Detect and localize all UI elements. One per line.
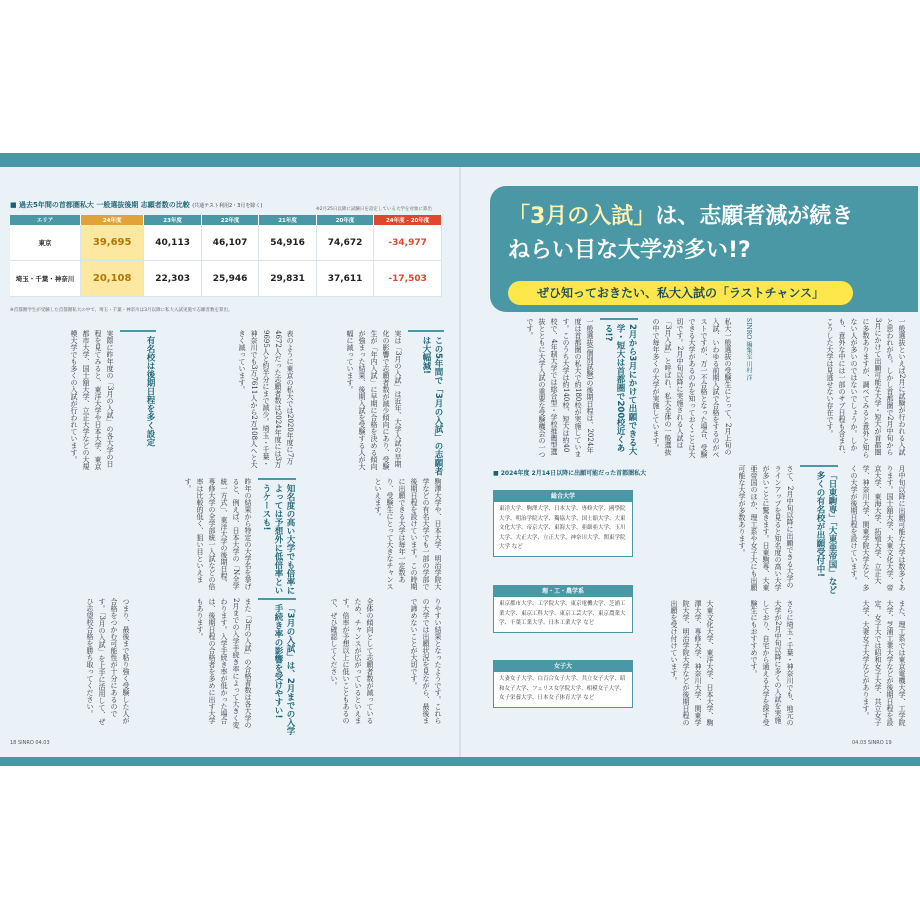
table-footnote: ※首都圏学生が受験した首都圏私大の中で、埼玉・千葉・神奈川は3月以降に私大入試実施で志願者数を算出。 xyxy=(10,308,233,313)
cell-diff: -34,977 xyxy=(374,225,442,261)
paragraph: 私大一般選抜の受験生にとって、2月上旬の入試、いわゆる前期入試で合格をするのがベストですが、万一不合格となった場合、受験できる大学があるのかを知っておくことは大切です。2月中旬以降に実施される入試は「3月入試」と呼ばれ、私大全体の一般選抜の中で毎年多くの大学が実施しています。 xyxy=(652,318,732,458)
cell-value: 29,831 xyxy=(259,261,316,297)
page-fold xyxy=(459,167,461,757)
cell-value: 25,946 xyxy=(201,261,258,297)
subheadline: ぜひ知っておきたい、私大入試の「ラストチャンス」 xyxy=(508,281,853,305)
paragraph: また、理工系では東京電機大学、工学院大学、芝浦工業大学などが後期日程を設定。女子大では昭和女子大学、共立女子大学、大妻女子大学などがあります。 xyxy=(862,600,906,726)
top-band xyxy=(0,153,920,167)
paragraph: 表のように東京の私大では2020年度に7万4672人だった志願者数は2024年度には3万9695人と約半分にまで減少。埼玉・千葉・神奈川でも3万7611人から2万108人へと大きく減っています。 xyxy=(238,330,294,469)
page-number-right: 04.03 SINRO 19 xyxy=(852,740,892,746)
cell-value: 37,611 xyxy=(316,261,373,297)
cell-value: 74,672 xyxy=(316,225,373,261)
cell-value: 20,108 xyxy=(81,261,144,297)
table-row xyxy=(10,261,442,297)
heading-famous-schools: 有名校は後期日程を多く設定 xyxy=(120,330,156,476)
header-2022: 22年度 xyxy=(201,215,258,225)
paragraph: 実際に昨年度の「3月の入試」の各大学の日程を見てみると、東洋大学や日本大学、東京都市大学、国士舘大学、立正大学などの大規模大学でも多くの入試が行われています。 xyxy=(70,330,114,470)
table-title-sub: (共通テスト利用2・3月を除く) xyxy=(192,203,263,209)
headline-march-exam: 「3月の入試」 xyxy=(508,204,656,229)
paragraph: 月中旬以降に出願可能な大学は数多くあります。国士舘大学、大東文化大学、帝京大学、東海大学、拓殖大学、立正大学、神奈川大学、関東学院大学など、多くの大学が後期日程を設けています。 xyxy=(850,465,906,591)
header-2020: 20年度 xyxy=(316,215,373,225)
unilist-title: ■ 2024年度 2月14日以降に出願可能だった首都圏私大 xyxy=(493,470,647,477)
paragraph: さて、2月中旬以降に出願できる大学のラインアップを見ると知名度の高い大学が多いことに驚きます。日東駒専、大東亜帝国のほか、理工系や女子大にも出願可能な大学が多数あります。 xyxy=(738,465,794,591)
header-2021: 21年度 xyxy=(259,215,316,225)
page-number-left: 18 SINRO 04.03 xyxy=(10,740,50,746)
unilist-box-womens xyxy=(493,660,633,708)
paragraph: 全体の傾向として志願者数が減っているため、チャンスが広がっているといえます。倍率が予想以上に低いこともあるので、ぜひ確認してください。 xyxy=(330,598,374,724)
headline-line2: ねらい目な大学が多い!? xyxy=(508,238,751,263)
paragraph: 昨年の結果から特定の大学名を挙げると、例えば、日本大学の「N全学統一方式」、東洋大学の後期日程、専修大学の全学部統一入試などの倍率は比較的低く、狙い目といえます。 xyxy=(184,478,252,590)
paragraph: つまり、最後まで粘り強く受験した人が合格をつかむ可能性が十分にあるのです。「3月の入試」を上手に活用して、ぜひ志望校合格を勝ち取ってください。 xyxy=(86,598,130,725)
paragraph: 実は「3月の入試」は近年、大学入試の早期化の影響で志願者数が減少傾向にあり、受験生が「年内入試」に早期に合格を決める傾向が強まった結果、後期入試を受験する人が大幅に減っています。 xyxy=(346,330,402,470)
heading-low-ratio: 知名度の高い大学でも倍率によっては予想外に低倍率というケースも! xyxy=(258,478,296,596)
heading-march-enrollment: 「3月の入試」は、2月までの入学手続き率の影響を受けやすい! xyxy=(258,598,296,736)
unilist-box-text: 東京都市大学、工学院大学、東京電機大学、芝浦工業大学、東京工科大学、東京工芸大学、東京農業大学、千葉工業大学、日本工業大学 など xyxy=(499,601,626,626)
table-header-row xyxy=(10,215,442,225)
unilist-box-text: 東洋大学、駒澤大学、日本大学、専修大学、國學院大学、明治学院大学、獨協大学、国士舘大学、大東文化大学、帝京大学、東海大学、亜細亜大学、玉川大学、大正大学、立正大学、神奈川大学、関東学院大学 など xyxy=(499,506,626,550)
cell-area: 埼玉・千葉・神奈川 xyxy=(10,261,81,297)
paragraph: 一般選抜(個別試験)の後期日程は、2024年度は首都圏の私大で約180校が実施しています。このうち大学は約140校、短大は約40校で、4年制大学では総合型・学校推薦型選抜とともに大学入試の重要な受験機会の一つです。 xyxy=(526,318,594,458)
table-note: ※2月25日以降に試験日を設定している大学を対象に算出 xyxy=(316,207,432,212)
unilist-box-heading: 理・工・農学系 xyxy=(494,586,632,597)
table-title-main: ■ 過去5年間の首都圏私大 一般選抜後期 志願者数の比較 xyxy=(10,201,190,209)
paragraph: さらに埼玉・千葉・神奈川でも、地元の大学が2月中旬以降に多くの入試を実施しており、自宅から通える大学を探す受験生にもおすすめです。 xyxy=(750,600,794,726)
paragraph: りやすい結果となったようです。これらの大学では出願状況を見ながら、最後まで諦めないことが大切です。 xyxy=(410,598,442,724)
cell-value: 39,695 xyxy=(81,225,144,261)
cell-value: 40,113 xyxy=(144,225,201,261)
table-title xyxy=(10,200,262,210)
cell-value: 46,107 xyxy=(201,225,258,261)
header-area: エリア xyxy=(10,215,81,225)
heading-5yr-decline: この5年間で「3月の入試」の志願者は大幅減! xyxy=(408,330,444,476)
heading-200-schools: 2月から3月にかけて出願できる大学・短大は首都圏で200校近くある!? xyxy=(600,318,638,464)
header-2024: 24年度 xyxy=(81,215,144,225)
byline: SINRO 編集室 川村 洋 xyxy=(745,318,752,381)
heading-famous-accepting: 「日東駒専」「大東亜帝国」など多くの有名校が出願受付中! xyxy=(800,465,838,601)
unilist-box-heading: 総合大学 xyxy=(494,491,632,502)
unilist-box-text: 大妻女子大学、白百合女子大学、共立女子大学、昭和女子大学、フェリス女学院大学、相模女子大学、女子栄養大学、日本女子体育大学 など xyxy=(499,676,626,701)
unilist-box-heading: 女子大 xyxy=(494,661,632,672)
header-diff: 24年度 - 20年度 xyxy=(374,215,442,225)
unilist-box-general xyxy=(493,490,633,557)
table-row xyxy=(10,225,442,261)
unilist-box-science xyxy=(493,585,633,633)
paragraph: 大東文化大学、東洋大学、日本大学、駒澤大学、専修大学、神奈川大学、関東学院大学、明治学院大学などが後期日程の出願を受け付けています。 xyxy=(670,600,714,726)
paragraph: また「3月の入試」の合格者数は各大学の2月までの入学手続き率によって大きく変わります。入学手続き率が低かった場合は、後期日程の合格者を多めに出す大学もあります。 xyxy=(196,598,252,729)
intro-paragraph: 一般選抜といえば2月に試験が行われる入試と思われがち。しかし首都圏で2月中旬から3月にかけて出願可能な大学・短大が首都圏に多数ありますが、調べてみると意外と知らない人が多いのではないでしょうか。しかも、意外な中には一部のサブ日程も含まれ、こうした大学は見逃せない存在です。 xyxy=(826,318,906,458)
cell-diff: -17,503 xyxy=(374,261,442,297)
applicants-table xyxy=(10,215,442,297)
cell-value: 22,303 xyxy=(144,261,201,297)
headline xyxy=(508,200,908,268)
headline-line1: は、志願者減が続き xyxy=(655,204,854,229)
cell-value: 54,916 xyxy=(259,225,316,261)
bottom-band xyxy=(0,757,920,766)
header-2023: 23年度 xyxy=(144,215,201,225)
cell-area: 東京 xyxy=(10,225,81,261)
paragraph: 駒澤大学や、日本大学、明治学院大学などの有名大学でも一部の学部で後期日程を設けています。この時期に出願できる大学は毎年一定数あり、受験生にとって大きなチャンスといえます。 xyxy=(374,478,442,590)
